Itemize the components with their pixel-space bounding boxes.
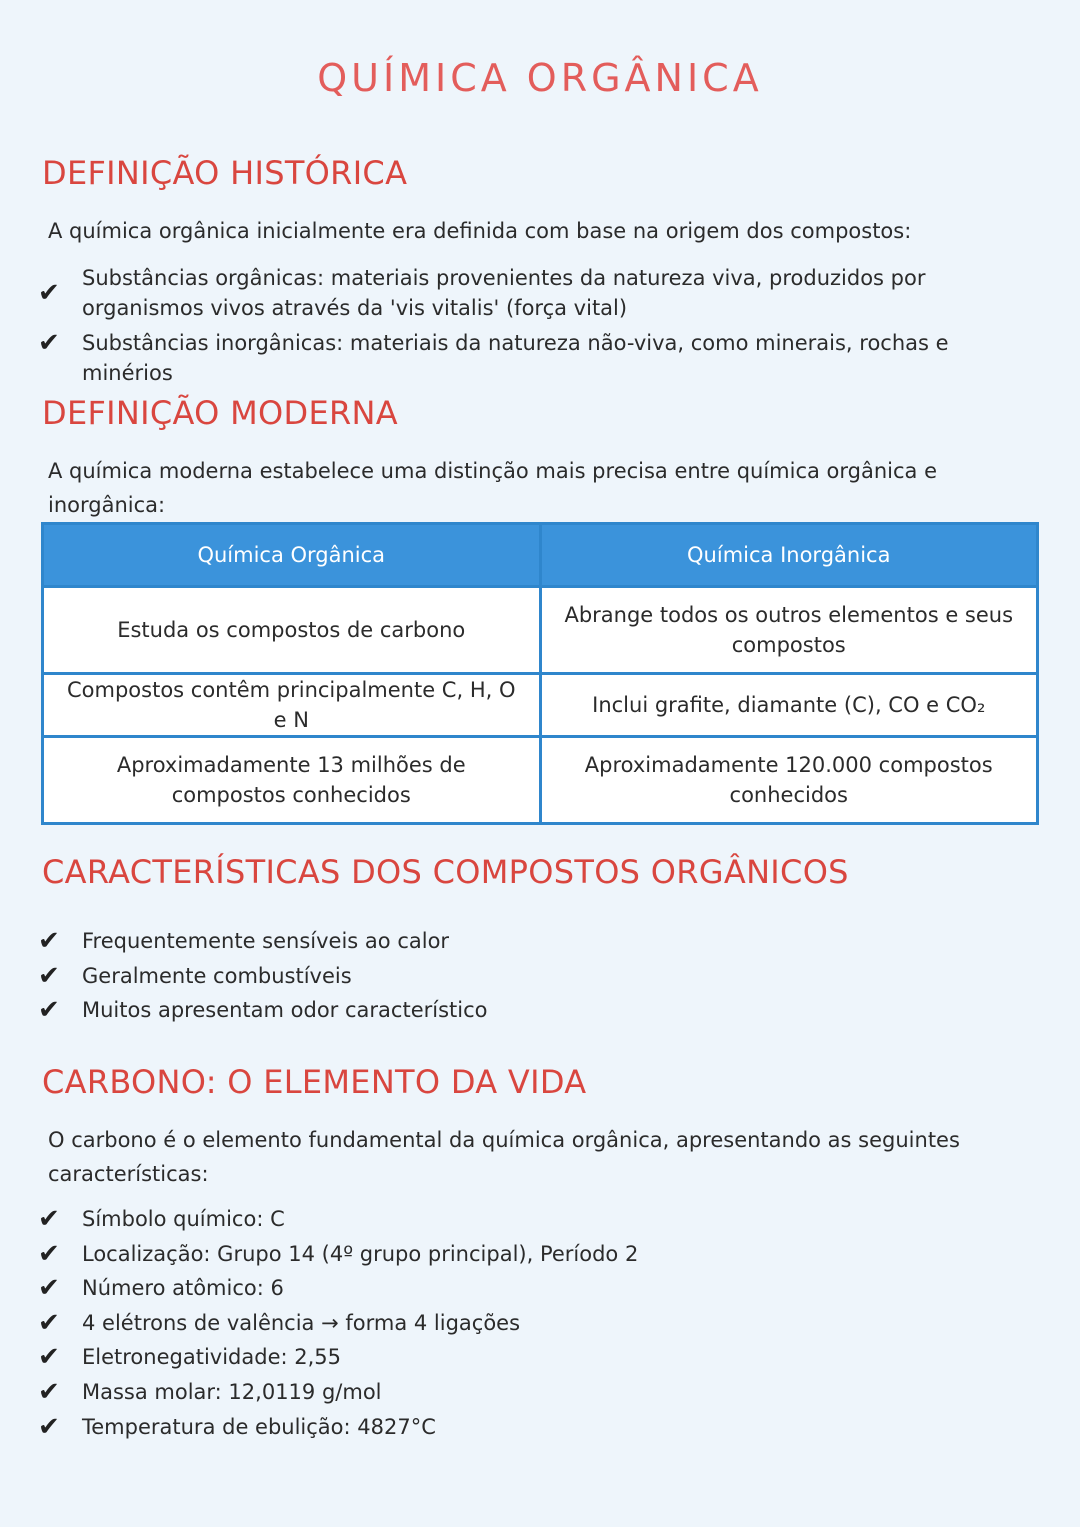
list-item — [38, 1308, 1038, 1338]
list-item — [38, 961, 1038, 991]
check-icon: ✔ — [38, 1238, 60, 1269]
modern-intro: A química moderna estabelece uma distinção mais precisa entre química orgânica e inorgânica: — [48, 459, 938, 517]
list-item — [38, 1377, 1038, 1407]
table-header-inorganic: Química Inorgânica — [540, 524, 1038, 587]
list-item-text: Muitos apresentam odor característico — [82, 998, 488, 1023]
table-header-organic: Química Orgânica — [43, 524, 541, 587]
check-icon: ✔ — [38, 960, 60, 991]
table-row — [43, 674, 1038, 737]
table-cell: Abrange todos os outros elementos e seus compostos — [540, 587, 1038, 674]
list-item-text: Geralmente combustíveis — [82, 963, 352, 988]
comparison-table — [41, 522, 1039, 825]
check-icon: ✔ — [38, 327, 60, 358]
check-icon: ✔ — [38, 1376, 60, 1407]
carbon-intro: O carbono é o elemento fundamental da química orgânica, apresentando as seguintes características: — [48, 1128, 960, 1186]
check-icon: ✔ — [38, 1342, 60, 1373]
list-item — [38, 1342, 1038, 1372]
list-item-text: Eletronegatividade: 2,55 — [82, 1345, 341, 1370]
list-item — [38, 1273, 1038, 1303]
table-cell: Compostos contêm principalmente C, H, O e N — [43, 674, 541, 737]
check-icon: ✔ — [38, 278, 60, 308]
list-item — [38, 1412, 1038, 1442]
check-icon: ✔ — [38, 995, 60, 1026]
list-item-text: Número atômico: 6 — [82, 1276, 284, 1301]
characteristics-list — [38, 926, 1038, 1030]
list-item-text: Substâncias orgânicas: materiais provenientes da natureza viva, produzidos por organismos vivos através da 'vis vitalis' (força vital) — [82, 266, 926, 320]
historical-list — [38, 263, 1038, 392]
list-item-text: Frequentemente sensíveis ao calor — [82, 929, 450, 953]
historical-heading: DEFINIÇÃO HISTÓRICA — [42, 154, 408, 192]
carbon-heading: CARBONO: O ELEMENTO DA VIDA — [42, 1063, 587, 1101]
check-icon: ✔ — [38, 1411, 60, 1442]
list-item — [38, 1204, 1038, 1234]
list-item — [38, 263, 1038, 323]
table-cell: Aproximadamente 13 milhões de compostos conhecidos — [43, 737, 541, 824]
list-item — [38, 328, 1038, 388]
modern-heading: DEFINIÇÃO MODERNA — [42, 394, 398, 432]
list-item — [38, 995, 1038, 1025]
table-cell: Estuda os compostos de carbono — [43, 587, 541, 674]
carbon-list — [38, 1204, 1038, 1446]
check-icon: ✔ — [38, 926, 60, 956]
list-item-text: Temperatura de ebulição: 4827°C — [82, 1414, 436, 1439]
table-cell: Inclui grafite, diamante (C), CO e CO₂ — [540, 674, 1038, 737]
list-item-text: Substâncias inorgânicas: materiais da natureza não-viva, como minerais, rochas e minérios — [82, 330, 949, 385]
list-item-text: 4 elétrons de valência → forma 4 ligações — [82, 1310, 521, 1335]
page-title: QUÍMICA ORGÂNICA — [317, 56, 763, 100]
list-item-text: Símbolo químico: C — [82, 1207, 285, 1231]
historical-intro: A química orgânica inicialmente era definida com base na origem dos compostos: — [48, 219, 912, 243]
table-row — [43, 737, 1038, 824]
characteristics-heading: CARACTERÍSTICAS DOS COMPOSTOS ORGÂNICOS — [42, 853, 849, 891]
check-icon: ✔ — [38, 1307, 60, 1338]
list-item — [38, 926, 1038, 956]
list-item — [38, 1239, 1038, 1269]
list-item-text: Localização: Grupo 14 (4º grupo principal), Período 2 — [82, 1241, 639, 1266]
list-item-text: Massa molar: 12,0119 g/mol — [82, 1379, 382, 1404]
check-icon: ✔ — [38, 1273, 60, 1304]
table-header-row — [43, 524, 1038, 587]
table-row — [43, 587, 1038, 674]
check-icon: ✔ — [38, 1204, 60, 1234]
table-cell: Aproximadamente 120.000 compostos conhecidos — [540, 737, 1038, 824]
